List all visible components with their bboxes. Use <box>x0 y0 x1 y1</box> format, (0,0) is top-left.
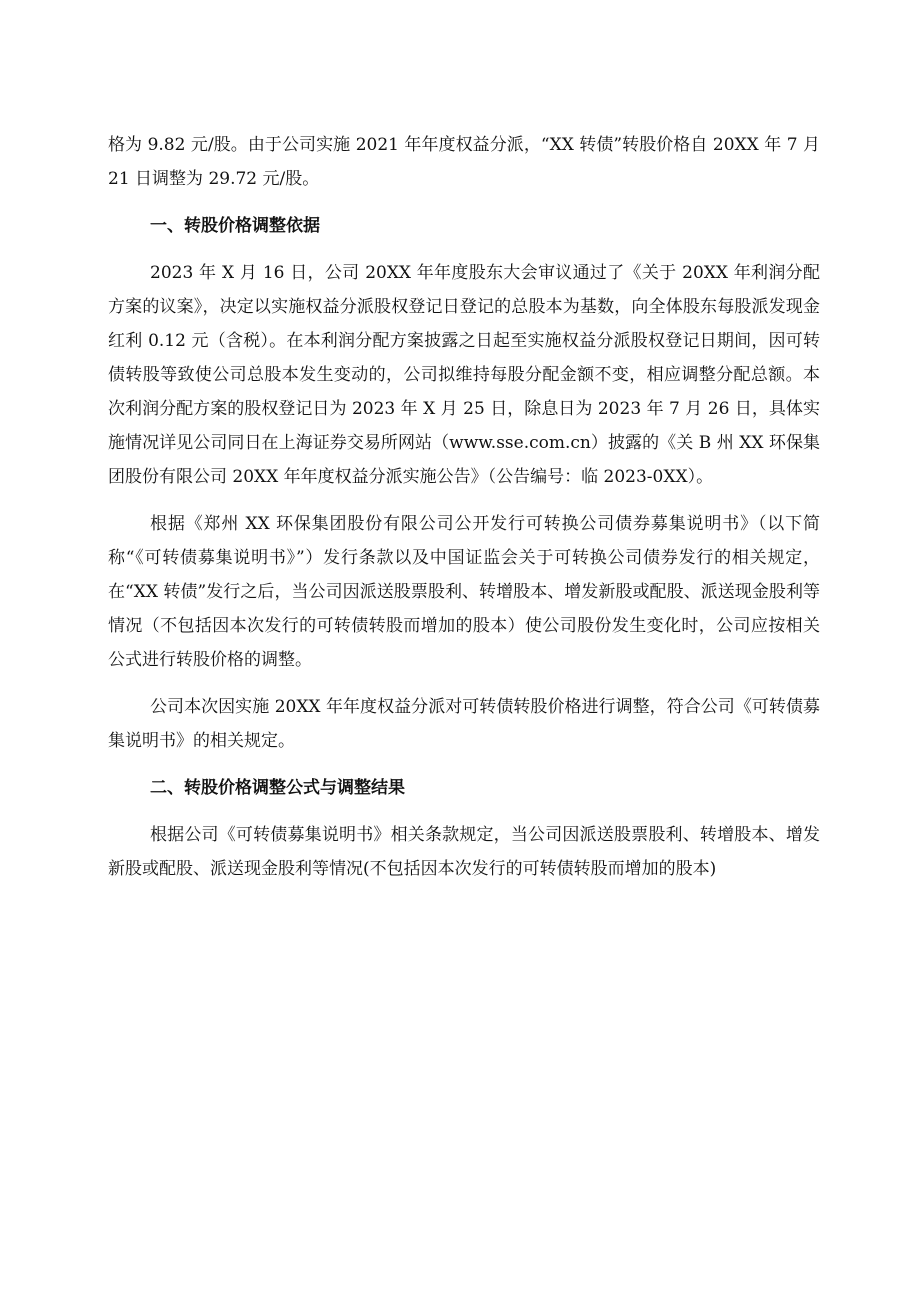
document-page <box>108 128 820 886</box>
paragraph-dividend-plan: 2023 年 X 月 16 日，公司 20XX 年年度股东大会审议通过了《关于 20XX 年利润分配方案的议案》，决定以实施权益分派股权登记日登记的总股本为基数，向全体股东每股派发现金红利 0.12 元（含税）。在本利润分配方案披露之日起至实施权益分派股权登记日期间，因可转债转股等致使公司总股本发生变动的，公司拟维持每股分配金额不变，相应调整分配总额。本次利润分配方案的股权登记日为 2023 年 X 月 25 日，除息日为 2023 年 7 月 26 日，具体实施情况详见公司同日在上海证券交易所网站（www.sse.com.cn）披露的《关 B 州 XX 环保集团股份有限公司 20XX 年年度权益分派实施公告》（公告编号：临 2023-0XX）。 <box>108 263 820 487</box>
paragraph-continuation: 格为 9.82 元/股。由于公司实施 2021 年年度权益分派，“XX 转债”转股价格自 20XX 年 7 月 21 日调整为 29.72 元/股。 <box>108 135 820 189</box>
paragraph-compliance: 公司本次因实施 20XX 年年度权益分派对可转债转股价格进行调整，符合公司《可转债募集说明书》的相关规定。 <box>108 697 820 751</box>
paragraph-prospectus-terms: 根据《郑州 XX 环保集团股份有限公司公开发行可转换公司债券募集说明书》（以下简称“《可转债募集说明书》”）发行条款以及中国证监会关于可转换公司债券发行的相关规定，在“XX 转债”发行之后，当公司因派送股票股利、转增股本、增发新股或配股、派送现金股利等情况（不包括因本次发行的可转债转股而增加的股本）使公司股份发生变化时，公司应按相关公式进行转股价格的调整。 <box>108 514 820 670</box>
section-heading-2: 二、转股价格调整公式与调整结果 <box>150 778 405 798</box>
paragraph-adjustment-rule: 根据公司《可转债募集说明书》相关条款规定，当公司因派送股票股利、转增股本、增发新股或配股、派送现金股利等情况(不包括因本次发行的可转债转股而增加的股本) <box>108 825 820 879</box>
section-heading-1: 一、转股价格调整依据 <box>150 216 320 236</box>
